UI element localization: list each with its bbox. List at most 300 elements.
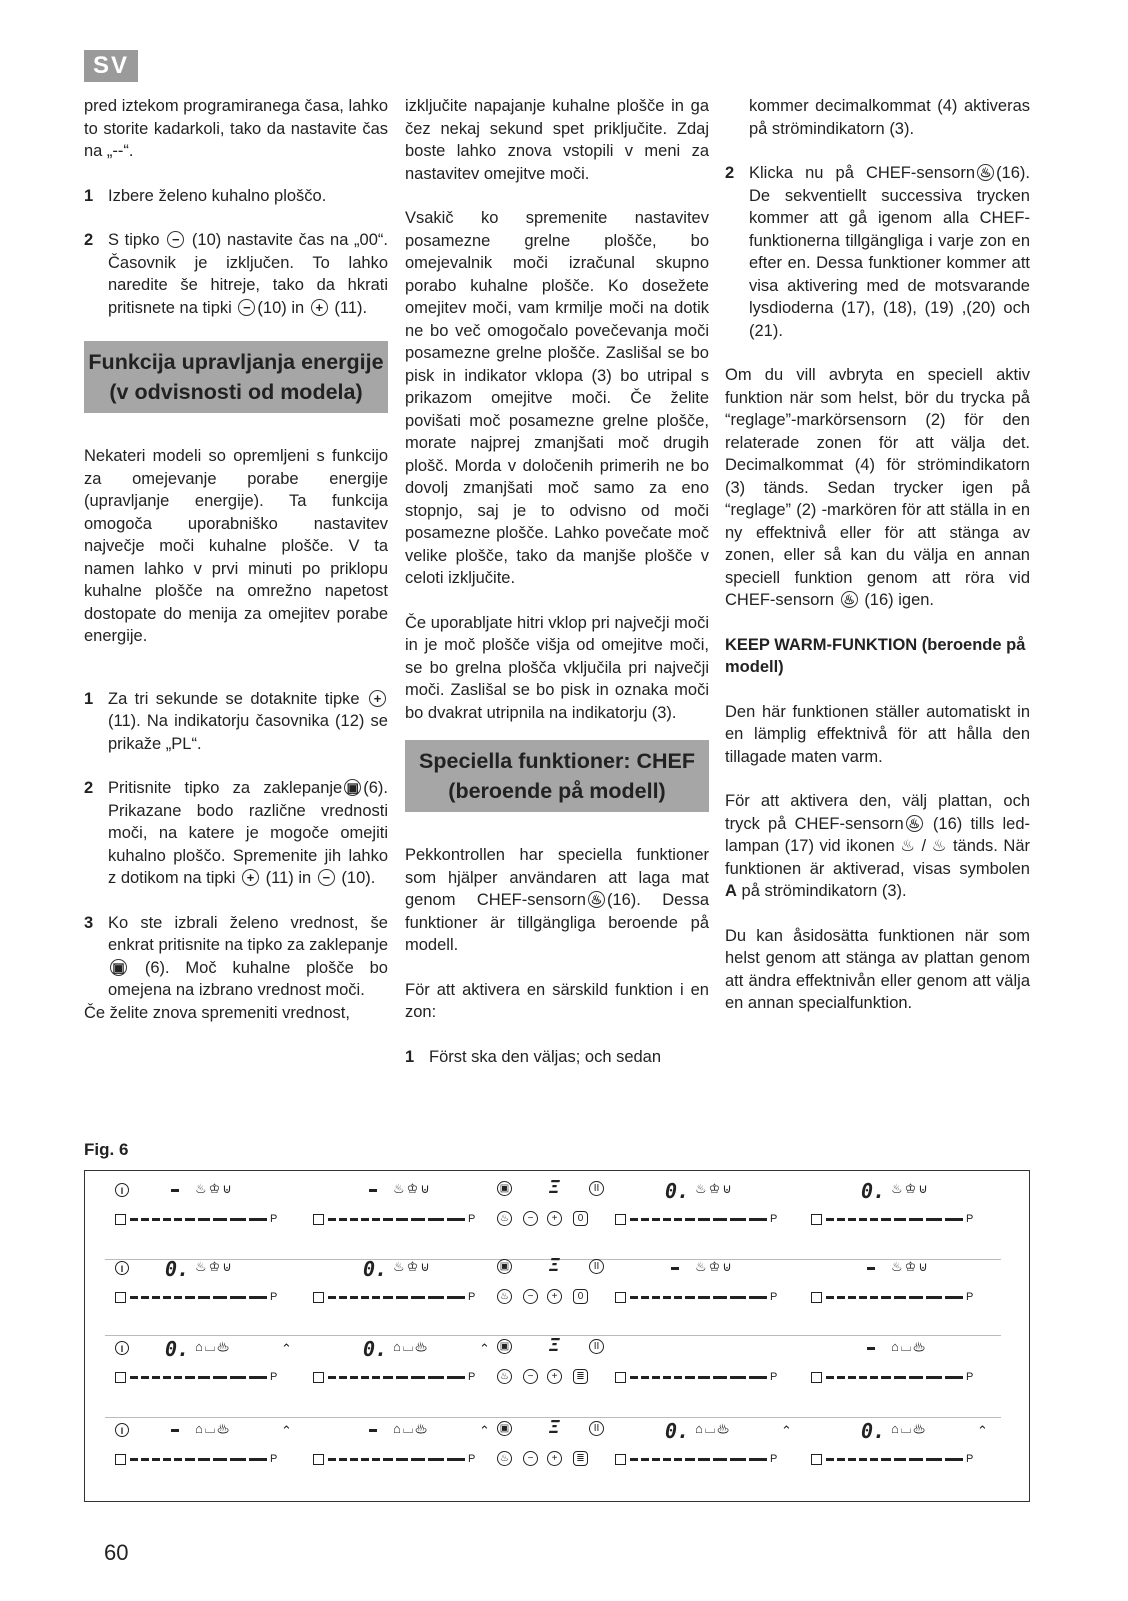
function-icons: ⌂⌴♨ xyxy=(195,1339,231,1354)
extra-key-icon: 0 xyxy=(573,1289,588,1304)
lock-key-icon: ▣ xyxy=(110,959,127,976)
boost-icon: ⌃ xyxy=(479,1423,492,1438)
slider-step xyxy=(152,1296,160,1299)
language-tab: SV xyxy=(84,50,138,82)
keep-warm-symbol: A xyxy=(725,882,737,900)
slider-step xyxy=(350,1376,358,1379)
slider-step xyxy=(328,1376,336,1379)
slider-p-label: P xyxy=(770,1371,778,1383)
slider-step xyxy=(663,1376,671,1379)
slider-step xyxy=(411,1218,425,1221)
slider-p-label: P xyxy=(770,1291,778,1303)
pause-key-icon: II xyxy=(589,1339,604,1354)
lock-key-icon: ▣ xyxy=(497,1421,512,1436)
paragraph: pred iztekom programiranega časa, lahko to storite kadarkoli, tako da nastavite čas na „--“. xyxy=(84,97,388,160)
slider-step xyxy=(641,1218,649,1221)
power-icon: I xyxy=(115,1341,129,1355)
slider-step xyxy=(198,1458,210,1461)
chef-sensor-icon: ♨ xyxy=(906,815,923,832)
slider-step xyxy=(339,1296,347,1299)
slider-step xyxy=(428,1296,444,1299)
slider-step xyxy=(730,1376,746,1379)
display-minus xyxy=(369,1429,377,1432)
slider-step xyxy=(909,1218,923,1221)
slider-start xyxy=(811,1372,822,1383)
extra-key-icon: 0 xyxy=(573,1211,588,1226)
slider-step xyxy=(837,1296,845,1299)
slider-step xyxy=(174,1218,182,1221)
slider-step xyxy=(185,1376,195,1379)
slider-step xyxy=(163,1218,171,1221)
figure-label: Fig. 6 xyxy=(84,1140,129,1159)
slider-step xyxy=(396,1458,408,1461)
power-slider[interactable] xyxy=(811,1371,981,1383)
slider-step xyxy=(130,1218,138,1221)
slider-start xyxy=(811,1214,822,1225)
plus-key-icon[interactable]: + xyxy=(547,1211,562,1226)
power-slider[interactable] xyxy=(115,1213,285,1225)
slider-step xyxy=(826,1296,834,1299)
slider-step xyxy=(174,1296,182,1299)
column-1 xyxy=(84,95,388,1024)
slider-step xyxy=(249,1296,267,1299)
extra-key-icon: ≣ xyxy=(573,1369,588,1384)
slider-start xyxy=(115,1292,126,1303)
slider-step xyxy=(663,1218,671,1221)
slider-step xyxy=(361,1296,369,1299)
zone-display: 0. xyxy=(363,1337,388,1361)
slider-step xyxy=(339,1458,347,1461)
power-slider[interactable] xyxy=(115,1371,285,1383)
slider-step xyxy=(141,1218,149,1221)
slider-step xyxy=(859,1218,867,1221)
function-icons: ⌂⌴♨ xyxy=(195,1421,231,1436)
slider-p-label: P xyxy=(468,1453,476,1465)
extra-key-icon: ≣ xyxy=(573,1451,588,1466)
plus-key-icon[interactable]: + xyxy=(547,1451,562,1466)
slider-step xyxy=(859,1376,867,1379)
slider-step xyxy=(428,1218,444,1221)
slider-step xyxy=(826,1376,834,1379)
slider-step xyxy=(198,1296,210,1299)
slider-step xyxy=(870,1376,878,1379)
slider-step xyxy=(881,1218,891,1221)
function-icons: ♨♔⊍ xyxy=(891,1259,930,1274)
slider-step xyxy=(383,1218,393,1221)
slider-step xyxy=(328,1218,336,1221)
function-icons: ♨♔⊍ xyxy=(393,1181,432,1196)
slider-p-label: P xyxy=(468,1213,476,1225)
slider-step xyxy=(447,1218,465,1221)
function-icons: ⌂⌴♨ xyxy=(393,1421,429,1436)
slider-step xyxy=(174,1458,182,1461)
slider-step xyxy=(685,1218,695,1221)
slider-step xyxy=(894,1376,906,1379)
slider-step xyxy=(339,1218,347,1221)
slider-step xyxy=(249,1376,267,1379)
function-icons: ⌂⌴♨ xyxy=(891,1339,927,1354)
function-icons: ♨♔⊍ xyxy=(195,1181,234,1196)
boost-icon: ⌃ xyxy=(977,1423,990,1438)
slider-step xyxy=(328,1296,336,1299)
power-slider[interactable] xyxy=(615,1453,785,1465)
slider-step xyxy=(859,1296,867,1299)
slider-step xyxy=(213,1376,227,1379)
power-slider[interactable] xyxy=(313,1291,483,1303)
page-number: 60 xyxy=(104,1540,129,1565)
slider-step xyxy=(198,1376,210,1379)
slider-step xyxy=(674,1458,682,1461)
slider-step xyxy=(713,1296,727,1299)
slider-start xyxy=(615,1454,626,1465)
slider-step xyxy=(749,1376,767,1379)
slider-step xyxy=(837,1376,845,1379)
display-minus xyxy=(867,1347,875,1350)
slider-step xyxy=(848,1458,856,1461)
zone-display: 0. xyxy=(861,1179,886,1203)
minus-key-icon[interactable]: − xyxy=(523,1289,538,1304)
column-2 xyxy=(405,95,709,1090)
slider-step xyxy=(870,1458,878,1461)
slider-step xyxy=(428,1458,444,1461)
slider-start xyxy=(811,1454,822,1465)
slider-step xyxy=(698,1376,710,1379)
power-slider[interactable] xyxy=(313,1371,483,1383)
slider-step xyxy=(881,1458,891,1461)
plus-key-icon: + xyxy=(242,869,259,886)
power-slider[interactable] xyxy=(115,1453,285,1465)
slider-p-label: P xyxy=(966,1213,974,1225)
slider-start xyxy=(313,1372,324,1383)
paragraph: Nekateri modeli so opremljeni s funkcijo za omejevanje porabe energije (upravljanje energije). Ta funkcija omogoča uporabniško nastavitev največje moči kuhalne plošče. V ta namen lahko v prvi minuti po priklopu kuhalne plošče na omrežno napetost dostopate do menija za omejitev porabe energije. xyxy=(84,447,388,645)
zone-display: 0. xyxy=(165,1257,190,1281)
slider-step xyxy=(630,1218,638,1221)
slider-step xyxy=(881,1296,891,1299)
slider-step xyxy=(870,1296,878,1299)
power-slider[interactable] xyxy=(811,1213,981,1225)
power-slider[interactable] xyxy=(313,1453,483,1465)
power-slider[interactable] xyxy=(115,1291,285,1303)
power-slider[interactable] xyxy=(313,1213,483,1225)
slider-step xyxy=(361,1458,369,1461)
slider-step xyxy=(848,1296,856,1299)
slider-step xyxy=(141,1296,149,1299)
slider-step xyxy=(339,1376,347,1379)
boost-icon: ⌃ xyxy=(479,1341,492,1356)
slider-step xyxy=(641,1458,649,1461)
function-icons: ♨♔⊍ xyxy=(195,1259,234,1274)
slider-p-label: P xyxy=(270,1371,278,1383)
slider-step xyxy=(698,1458,710,1461)
slider-step xyxy=(372,1296,380,1299)
slider-step xyxy=(685,1376,695,1379)
slider-p-label: P xyxy=(270,1453,278,1465)
plus-key-icon: + xyxy=(369,690,386,707)
slider-step xyxy=(945,1218,963,1221)
lock-key-icon: ▣ xyxy=(344,779,361,796)
slider-p-label: P xyxy=(270,1213,278,1225)
paragraph: Om du vill avbryta en speciell aktiv funktion när som helst, bör du trycka på “reglage”-markörsensorn (2) för den relaterade zonen för att välja det. Decimalkommat (4) för strömindikatorn (3) tänds. Sedan trycker igen på “reglage” (2) -markören för att ställa in en ny effektnivå eller för att stänga av zonen, eller så kan du välja en annan speciell funktion genom att röra vid CHEF-sensorn ♨ (16) igen. xyxy=(725,366,1030,609)
power-icon: I xyxy=(115,1261,129,1275)
slider-step xyxy=(152,1218,160,1221)
slider-step xyxy=(428,1376,444,1379)
slider-start xyxy=(115,1214,126,1225)
slider-step xyxy=(163,1458,171,1461)
slider-step xyxy=(185,1458,195,1461)
chef-sensor-icon: ♨ xyxy=(841,591,858,608)
function-icons: ⌂⌴♨ xyxy=(393,1339,429,1354)
slider-step xyxy=(894,1218,906,1221)
slider-step xyxy=(198,1218,210,1221)
slider-step xyxy=(213,1218,227,1221)
pause-key-icon: II xyxy=(589,1259,604,1274)
chef-sensor-icon[interactable]: ♨ xyxy=(497,1369,512,1384)
slider-step xyxy=(630,1296,638,1299)
slider-step xyxy=(713,1458,727,1461)
power-icon: I xyxy=(115,1183,129,1197)
slider-step xyxy=(945,1458,963,1461)
slider-step xyxy=(350,1218,358,1221)
minus-key-icon[interactable]: − xyxy=(523,1451,538,1466)
chef-sensor-icon[interactable]: ♨ xyxy=(497,1289,512,1304)
minus-key-icon[interactable]: − xyxy=(523,1369,538,1384)
zone-display: 0. xyxy=(165,1337,190,1361)
slider-p-label: P xyxy=(468,1371,476,1383)
slider-step xyxy=(213,1458,227,1461)
slider-step xyxy=(230,1458,246,1461)
power-slider[interactable] xyxy=(615,1371,785,1383)
display-minus xyxy=(171,1189,179,1192)
boost-icon: ⌃ xyxy=(781,1423,794,1438)
paragraph: izključite napajanje kuhalne plošče in ga čez nekaj sekund spet priključite. Zdaj boste lahko znova vstopili v meni za nastavitev omejitve moči. xyxy=(405,97,709,183)
display-minus xyxy=(867,1267,875,1270)
slider-step xyxy=(641,1376,649,1379)
power-slider[interactable] xyxy=(811,1453,981,1465)
slider-step xyxy=(652,1458,660,1461)
slider-step xyxy=(141,1376,149,1379)
slider-start xyxy=(115,1372,126,1383)
slider-step xyxy=(328,1458,336,1461)
slider-step xyxy=(396,1296,408,1299)
function-icons: ♨♔⊍ xyxy=(695,1259,734,1274)
power-slider[interactable] xyxy=(811,1291,981,1303)
zone-display: 0. xyxy=(861,1419,886,1443)
chef-sensor-icon[interactable]: ♨ xyxy=(497,1211,512,1226)
plus-key-icon[interactable]: + xyxy=(547,1289,562,1304)
slider-step xyxy=(249,1218,267,1221)
display-minus xyxy=(171,1429,179,1432)
section-heading: Speciella funktioner: CHEF (beroende på modell) xyxy=(405,740,709,812)
minus-key-icon: − xyxy=(167,231,184,248)
slider-step xyxy=(396,1376,408,1379)
keep-warm-icon: ♨ xyxy=(900,837,917,855)
slider-step xyxy=(713,1218,727,1221)
list-item: 1 Izbere želeno kuhalno ploščo. xyxy=(84,186,327,205)
boost-icon: ⌃ xyxy=(281,1341,294,1356)
slider-step xyxy=(350,1296,358,1299)
slider-step xyxy=(630,1458,638,1461)
lock-key-icon: ▣ xyxy=(497,1259,512,1274)
zone-display: 0. xyxy=(665,1419,690,1443)
slider-start xyxy=(313,1454,324,1465)
slider-step xyxy=(837,1218,845,1221)
slider-step xyxy=(163,1296,171,1299)
slider-start xyxy=(615,1214,626,1225)
slider-step xyxy=(663,1458,671,1461)
slider-p-label: P xyxy=(966,1291,974,1303)
slider-step xyxy=(411,1458,425,1461)
slider-start xyxy=(115,1454,126,1465)
power-slider[interactable] xyxy=(615,1213,785,1225)
paragraph: Den här funktionen ställer automatiskt in en lämplig effektnivå för att hålla den tillagade maten varm. xyxy=(725,702,1030,766)
slider-step xyxy=(826,1458,834,1461)
pause-key-icon: II xyxy=(589,1421,604,1436)
paragraph: För att aktivera den, välj plattan, och tryck på CHEF-sensorn ♨ (16) tills led-lampan (17) vid ikonen ♨ / ♨ tänds. När funktionen är aktiverad, visas symbolen A på strömindikatorn (3). xyxy=(725,792,1030,900)
slider-step xyxy=(926,1458,942,1461)
slider-step xyxy=(396,1218,408,1221)
slider-step xyxy=(749,1296,767,1299)
minus-key-icon[interactable]: − xyxy=(523,1211,538,1226)
slider-p-label: P xyxy=(966,1371,974,1383)
slider-step xyxy=(447,1376,465,1379)
list-item: 1 Za tri sekunde se dotaknite tipke + (11). Na indikatorju časovnika (12) se prikaže „PL“. xyxy=(84,689,388,753)
display-minus xyxy=(369,1189,377,1192)
slider-step xyxy=(130,1376,138,1379)
function-icons: ♨♔⊍ xyxy=(695,1181,734,1196)
slider-step xyxy=(383,1458,393,1461)
slider-step xyxy=(652,1296,660,1299)
plus-key-icon[interactable]: + xyxy=(547,1369,562,1384)
slider-step xyxy=(926,1296,942,1299)
list-item: 1 Först ska den väljas; och sedan xyxy=(405,1047,662,1066)
slider-step xyxy=(163,1376,171,1379)
slider-step xyxy=(152,1376,160,1379)
slider-start xyxy=(313,1214,324,1225)
slider-start xyxy=(615,1372,626,1383)
slider-step xyxy=(411,1376,425,1379)
slider-step xyxy=(945,1296,963,1299)
power-slider[interactable] xyxy=(615,1291,785,1303)
timer-display: Ξ xyxy=(549,1417,560,1438)
zone-display: 0. xyxy=(665,1179,690,1203)
power-icon: I xyxy=(115,1423,129,1437)
minus-key-icon: − xyxy=(318,869,335,886)
slider-step xyxy=(361,1218,369,1221)
slider-step xyxy=(641,1296,649,1299)
slider-step xyxy=(730,1218,746,1221)
slider-step xyxy=(383,1376,393,1379)
column-3 xyxy=(725,95,1030,1037)
slider-step xyxy=(447,1458,465,1461)
slider-step xyxy=(630,1376,638,1379)
slider-step xyxy=(372,1218,380,1221)
slider-step xyxy=(685,1458,695,1461)
timer-display: Ξ xyxy=(549,1255,560,1276)
slider-step xyxy=(174,1376,182,1379)
slider-step xyxy=(213,1296,227,1299)
paragraph: Če želite znova spremeniti vrednost, xyxy=(84,1003,350,1022)
slider-step xyxy=(152,1458,160,1461)
figure-6-control-panel xyxy=(84,1170,1030,1502)
slider-step xyxy=(859,1458,867,1461)
slider-step xyxy=(926,1376,942,1379)
slider-step xyxy=(652,1218,660,1221)
slider-step xyxy=(894,1458,906,1461)
slider-step xyxy=(730,1296,746,1299)
slider-step xyxy=(372,1376,380,1379)
slider-step xyxy=(230,1296,246,1299)
slider-step xyxy=(870,1218,878,1221)
chef-sensor-icon[interactable]: ♨ xyxy=(497,1451,512,1466)
slider-step xyxy=(713,1376,727,1379)
slider-p-label: P xyxy=(770,1453,778,1465)
slider-step xyxy=(926,1218,942,1221)
slider-step xyxy=(350,1458,358,1461)
slider-p-label: P xyxy=(770,1213,778,1225)
keep-warm-icon: ♨ xyxy=(931,837,948,855)
boost-icon: ⌃ xyxy=(281,1423,294,1438)
timer-display: Ξ xyxy=(549,1177,560,1198)
slider-step xyxy=(685,1296,695,1299)
slider-step xyxy=(945,1376,963,1379)
slider-step xyxy=(249,1458,267,1461)
list-item: 3 Ko ste izbrali želeno vrednost, še enkrat pritisnite na tipko za zaklepanje ▣ (6). Moč kuhalne plošče bo omejena na izbrano vrednost moči. xyxy=(84,913,388,999)
slider-step xyxy=(674,1376,682,1379)
lock-key-icon: ▣ xyxy=(497,1181,512,1196)
chef-sensor-icon: ♨ xyxy=(588,891,605,908)
slider-step xyxy=(130,1296,138,1299)
slider-step xyxy=(130,1458,138,1461)
slider-step xyxy=(881,1376,891,1379)
slider-step xyxy=(848,1376,856,1379)
subheading: KEEP WARM-FUNKTION (beroende på modell) xyxy=(725,635,1026,676)
plus-key-icon: + xyxy=(311,299,328,316)
slider-start xyxy=(811,1292,822,1303)
slider-p-label: P xyxy=(270,1291,278,1303)
list-item: 2 S tipko − (10) nastavite čas na „00“. Časovnik je izključen. To lahko naredite še hitreje, tako da hkrati pritisnete na tipki − (10) in + (11). xyxy=(84,231,388,317)
slider-step xyxy=(909,1376,923,1379)
slider-step xyxy=(909,1296,923,1299)
slider-step xyxy=(185,1296,195,1299)
list-item: 2 Pritisnite tipko za zaklepanje ▣ (6). Prikazane bodo različne vrednosti moči, na katere je mogoče omejiti kuhalno ploščo. Spremenite jih lahko z dotikom na tipki + (11) in − (10). xyxy=(84,779,388,887)
slider-step xyxy=(749,1458,767,1461)
slider-step xyxy=(411,1296,425,1299)
slider-start xyxy=(615,1292,626,1303)
slider-step xyxy=(185,1218,195,1221)
minus-key-icon: − xyxy=(238,299,255,316)
slider-step xyxy=(372,1458,380,1461)
chef-sensor-icon: ♨ xyxy=(977,164,994,181)
slider-step xyxy=(848,1218,856,1221)
slider-start xyxy=(313,1292,324,1303)
slider-step xyxy=(749,1218,767,1221)
section-heading: Funkcija upravljanja energije (v odvisnosti od modela) xyxy=(84,341,388,413)
paragraph: kommer decimalkommat (4) aktiveras på strömindikatorn (3). xyxy=(749,97,1030,138)
slider-step xyxy=(674,1218,682,1221)
slider-step xyxy=(361,1376,369,1379)
slider-step xyxy=(652,1376,660,1379)
slider-step xyxy=(698,1296,710,1299)
slider-p-label: P xyxy=(468,1291,476,1303)
slider-step xyxy=(826,1218,834,1221)
slider-step xyxy=(230,1218,246,1221)
paragraph: Du kan åsidosätta funktionen när som helst genom att stänga av plattan genom att ändra effektnivån eller genom att välja en annan specialfunktion. xyxy=(725,926,1030,1012)
slider-step xyxy=(894,1296,906,1299)
slider-step xyxy=(383,1296,393,1299)
pause-key-icon: II xyxy=(589,1181,604,1196)
function-icons: ⌂⌴♨ xyxy=(891,1421,927,1436)
lock-key-icon: ▣ xyxy=(497,1339,512,1354)
